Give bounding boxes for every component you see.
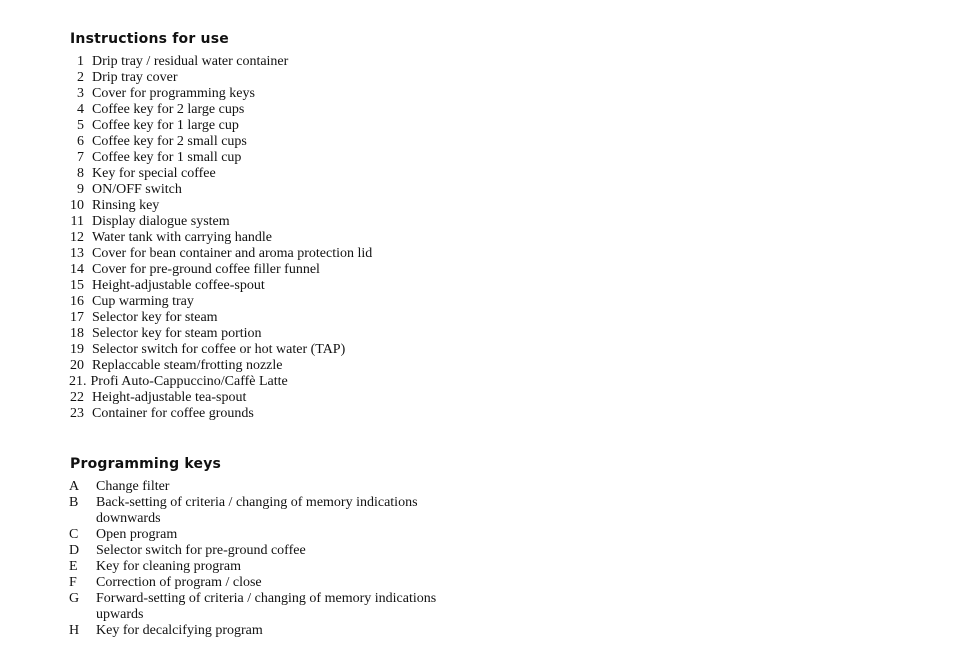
list-item: [69, 374, 372, 390]
list-item: [69, 575, 476, 591]
item-number: 3: [77, 86, 84, 101]
list-item: [69, 150, 372, 166]
item-text: Change filter: [96, 479, 170, 494]
programming-keys-list: [69, 479, 476, 639]
item-number: 17: [70, 310, 84, 325]
list-item: [69, 182, 372, 198]
item-number: 18: [70, 326, 84, 341]
item-number: 1: [77, 54, 84, 69]
item-text: Selector switch for coffee or hot water (TAP): [92, 342, 346, 357]
list-item: [69, 230, 372, 246]
list-item: [69, 527, 476, 543]
list-item: [69, 246, 372, 262]
item-text: Rinsing key: [92, 198, 160, 213]
list-item: [69, 166, 372, 182]
item-text: Selector key for steam portion: [92, 326, 262, 341]
item-number: 13: [70, 246, 84, 261]
item-number: 6: [77, 134, 84, 149]
item-text: Cup warming tray: [92, 294, 194, 309]
list-item: [69, 294, 372, 310]
list-item: [69, 310, 372, 326]
item-text: ON/OFF switch: [92, 182, 182, 197]
list-item: [69, 70, 372, 86]
item-number: 7: [77, 150, 84, 165]
item-text: Coffee key for 1 small cup: [92, 150, 242, 165]
item-letter: H: [69, 623, 80, 638]
list-item: [69, 86, 372, 102]
item-text: Key for special coffee: [92, 166, 216, 181]
list-item: [69, 214, 372, 230]
item-number: 8: [77, 166, 84, 181]
list-item: [69, 54, 372, 70]
list-item: [69, 406, 372, 422]
item-text: Container for coffee grounds: [92, 406, 254, 421]
item-number: 2: [77, 70, 84, 85]
item-number: 4: [77, 102, 84, 117]
item-number: 11: [70, 214, 84, 229]
item-text: Key for cleaning program: [96, 559, 241, 574]
item-letter: A: [69, 479, 80, 494]
list-item: [69, 559, 476, 575]
item-number: 23: [70, 406, 84, 421]
item-number: 14: [70, 262, 84, 277]
item-number: 19: [70, 342, 84, 357]
item-text: Height-adjustable tea-spout: [92, 390, 247, 405]
item-text: Cover for programming keys: [92, 86, 255, 101]
item-number: 12: [70, 230, 84, 245]
item-text: Open program: [96, 527, 178, 542]
item-letter: B: [69, 495, 79, 510]
item-text: Height-adjustable coffee-spout: [92, 278, 265, 293]
list-item: [69, 543, 476, 559]
list-item: [69, 495, 476, 527]
item-text: Cover for bean container and aroma protection lid: [92, 246, 373, 261]
programming-keys-heading: Programming keys: [70, 456, 222, 472]
item-number: 10: [70, 198, 84, 213]
item-number: 15: [70, 278, 84, 293]
item-letter: G: [69, 591, 80, 606]
list-item: [69, 342, 372, 358]
list-item: [69, 326, 372, 342]
item-text: Display dialogue system: [92, 214, 230, 229]
item-text: Selector key for steam: [92, 310, 218, 325]
list-item: [69, 278, 372, 294]
item-text: Drip tray / residual water container: [92, 54, 289, 69]
item-number: 21.: [69, 374, 87, 389]
item-number: 9: [77, 182, 84, 197]
item-letter: F: [69, 575, 77, 590]
list-item: [69, 118, 372, 134]
item-text: Coffee key for 2 large cups: [92, 102, 245, 117]
item-text: Coffee key for 2 small cups: [92, 134, 247, 149]
instructions-list: [69, 54, 372, 422]
item-number: 20: [70, 358, 84, 373]
list-item: [69, 623, 476, 639]
item-text: Coffee key for 1 large cup: [92, 118, 239, 133]
item-text: Forward-setting of criteria / changing of memory indications upwards: [96, 591, 437, 622]
list-item: [69, 358, 372, 374]
item-text: Profi Auto-Cappuccino/Caffè Latte: [90, 374, 288, 389]
item-text: Selector switch for pre-ground coffee: [96, 543, 306, 558]
list-item: [69, 198, 372, 214]
list-item: [69, 262, 372, 278]
item-letter: E: [69, 559, 78, 574]
instructions-heading: Instructions for use: [70, 31, 229, 47]
list-item: [69, 390, 372, 406]
item-text: Correction of program / close: [96, 575, 262, 590]
item-text: Water tank with carrying handle: [92, 230, 273, 245]
item-text: Key for decalcifying program: [96, 623, 263, 638]
list-item: [69, 479, 476, 495]
list-item: [69, 134, 372, 150]
item-number: 16: [70, 294, 84, 309]
item-number: 22: [70, 390, 84, 405]
item-text: Back-setting of criteria / changing of memory indications downwards: [96, 495, 418, 526]
item-text: Drip tray cover: [92, 70, 178, 85]
list-item: [69, 591, 476, 623]
item-letter: D: [69, 543, 80, 558]
item-text: Replaccable steam/frotting nozzle: [92, 358, 283, 373]
item-text: Cover for pre-ground coffee filler funnel: [92, 262, 320, 277]
item-letter: C: [69, 527, 79, 542]
list-item: [69, 102, 372, 118]
item-number: 5: [77, 118, 84, 133]
